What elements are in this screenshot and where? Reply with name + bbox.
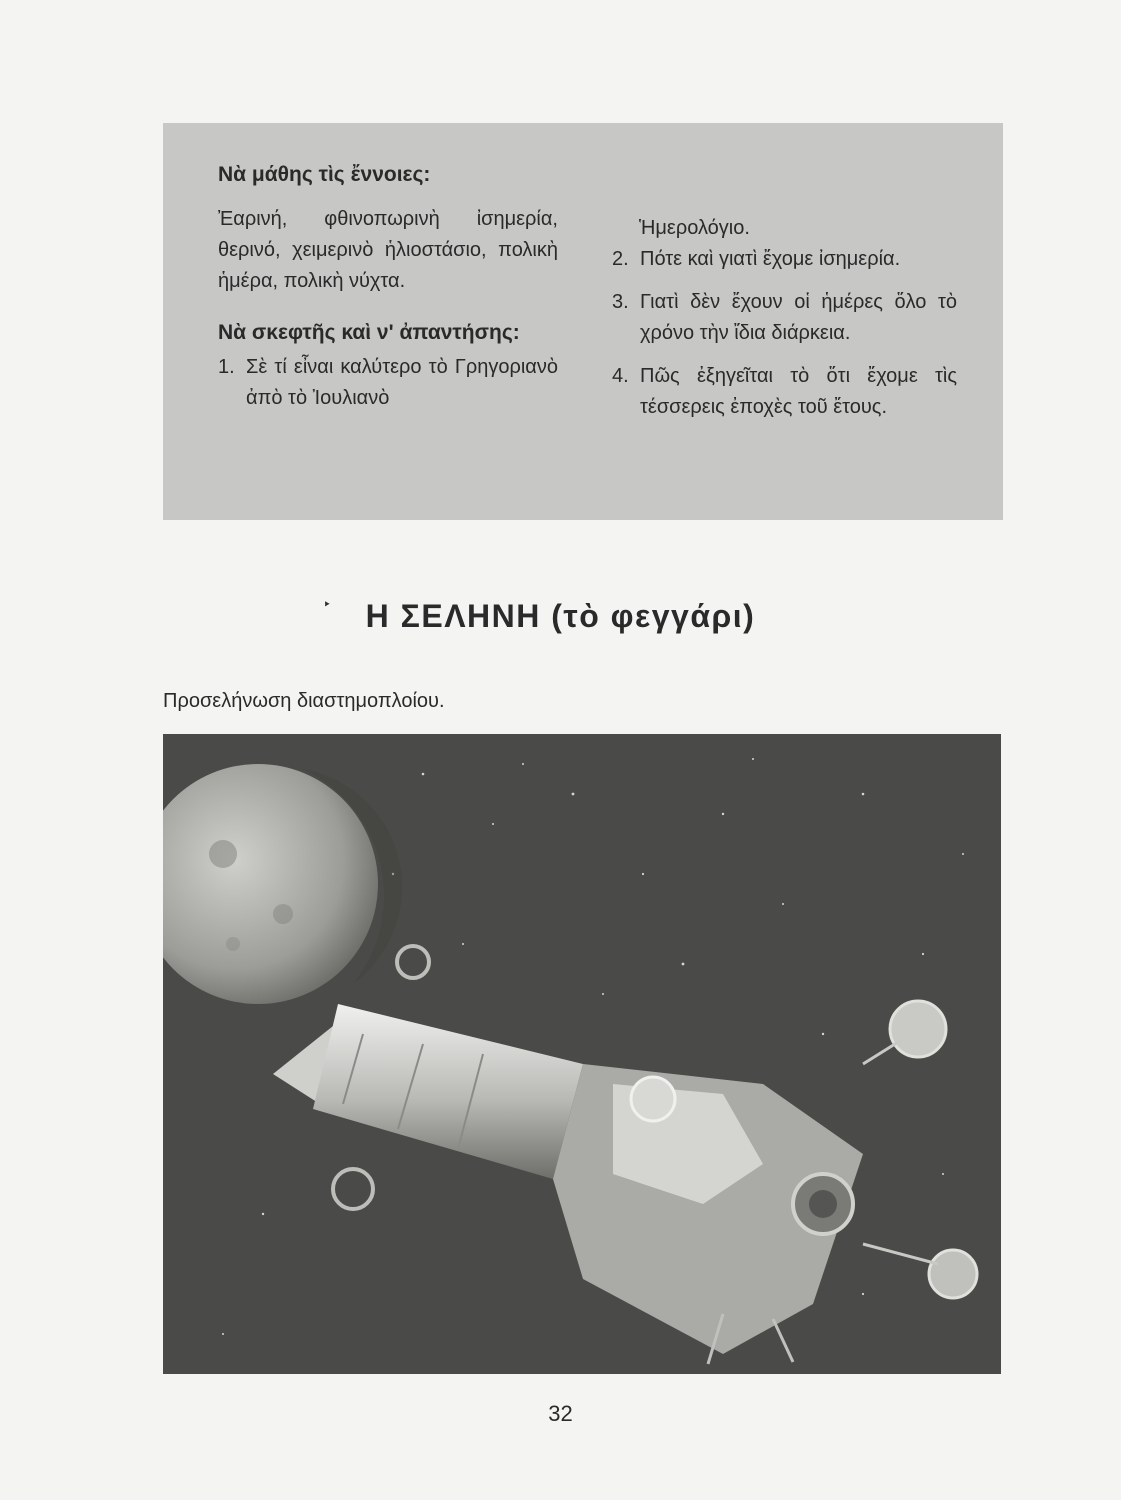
question-item-1 <box>218 352 558 414</box>
review-right-column <box>612 213 957 423</box>
question-1-continuation: Ἡμερολόγιο. <box>639 217 750 239</box>
ink-mark: ‣ <box>323 596 332 612</box>
question-text: Πότε καὶ γιατὶ ἔχομε ἰσημερία. <box>640 248 901 270</box>
question-number: 2. <box>612 248 629 270</box>
question-number: 1. <box>218 356 235 378</box>
concepts-text: Ἐαρινή, φθινοπωρινὴ ἰσημερία, θερινό, χειμερινὸ ἡλιοστάσιο, πολικὴ ἡμέρα, πολικὴ νύχτα. <box>218 208 558 292</box>
question-number: 3. <box>612 291 629 313</box>
page-number: 32 <box>548 1401 573 1426</box>
think-heading: Νὰ σκεφτῆς καὶ ν' ἀπαντήσης: <box>218 321 520 344</box>
chapter-title: Η ΣΕΛΗΝΗ (τὸ φεγγάρι) <box>365 598 756 634</box>
question-text: Σὲ τί εἶναι καλύτερο τὸ Γρηγοριανὸ ἀπὸ τὸ Ἰουλιανὸ <box>246 356 558 409</box>
question-item-3 <box>612 287 957 349</box>
question-item-4 <box>612 361 957 423</box>
spacecraft-photo <box>163 734 1001 1374</box>
concepts-heading: Νὰ μάθης τὶς ἔννοιες: <box>218 163 431 186</box>
question-text: Γιατὶ δὲν ἔχουν οἱ ἡμέρες ὅλο τὸ χρόνο τὴν ἴδια διάρκεια. <box>640 291 957 344</box>
question-item-2 <box>612 244 957 275</box>
question-number: 4. <box>612 365 629 387</box>
question-text: Πῶς ἐξηγεῖται τὸ ὅτι ἔχομε τὶς τέσσερεις ἐποχὲς τοῦ ἔτους. <box>640 365 957 418</box>
review-left-column <box>218 160 558 414</box>
figure-caption: Προσελήνωση διαστημοπλοίου. <box>163 690 445 712</box>
